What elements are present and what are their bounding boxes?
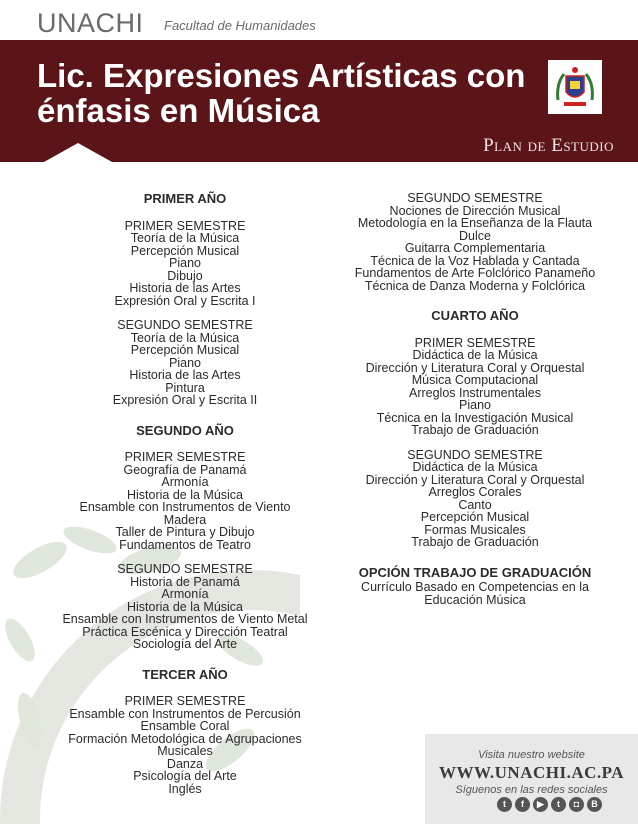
course: Ensamble Coral bbox=[140, 719, 230, 733]
title-line-2: énfasis en Música bbox=[37, 92, 320, 129]
year-1-heading: PRIMER AÑO bbox=[143, 191, 227, 206]
title-line-1: Lic. Expresiones Artísticas con bbox=[37, 57, 526, 94]
course: Guitarra Complementaria bbox=[404, 241, 546, 255]
top-bar bbox=[0, 0, 638, 40]
course: Ensamble con Instrumentos de Viento bbox=[79, 500, 291, 514]
course: Fundamentos de Teatro bbox=[119, 537, 251, 552]
social-label: Síguenos en las redes sociales bbox=[455, 784, 608, 796]
semester-heading: SEGUNDO SEMESTRE bbox=[407, 447, 543, 462]
course: Dirección y Literatura Coral y Orquestal bbox=[365, 472, 585, 487]
course: Expresión Oral y Escrita I bbox=[114, 293, 256, 308]
semester-heading: PRIMER SEMESTRE bbox=[124, 450, 246, 464]
right-column bbox=[325, 192, 625, 606]
course: Expresión Oral y Escrita II bbox=[112, 393, 258, 407]
youtube-icon[interactable]: ▶ bbox=[533, 797, 548, 812]
course: Formas Musicales bbox=[424, 522, 526, 537]
course: Percepción Musical bbox=[420, 510, 530, 524]
course: Trabajo de Graduación bbox=[411, 535, 539, 549]
course: Historia de Panamá bbox=[130, 574, 240, 589]
course: Sociología del Arte bbox=[132, 637, 238, 651]
instagram-icon[interactable]: ◘ bbox=[569, 797, 584, 812]
course: Inglés bbox=[168, 781, 202, 796]
course: Historia de la Música bbox=[126, 487, 243, 502]
semester-heading: SEGUNDO SEMESTRE bbox=[407, 191, 543, 205]
semester-heading: PRIMER SEMESTRE bbox=[414, 335, 536, 350]
university-seal-icon bbox=[548, 60, 602, 114]
semester-heading: SEGUNDO SEMESTRE bbox=[117, 562, 253, 576]
course: Dulce bbox=[459, 228, 491, 243]
course: Técnica en la Investigación Musical bbox=[376, 410, 574, 425]
course: Ensamble con Instrumentos de Percusión bbox=[69, 706, 301, 721]
course: Armonía bbox=[161, 587, 209, 601]
year-4-heading: CUARTO AÑO bbox=[431, 308, 519, 323]
left-column bbox=[55, 193, 315, 795]
course: Pintura bbox=[165, 380, 205, 395]
website-link[interactable]: WWW.UNACHI.AC.PA bbox=[438, 763, 625, 782]
facebook-icon[interactable]: f bbox=[515, 797, 530, 812]
course: Historia de la Música bbox=[126, 599, 243, 614]
course: Madera bbox=[163, 512, 207, 527]
course: Piano bbox=[169, 256, 201, 270]
course: Armonía bbox=[161, 475, 209, 489]
social-icons bbox=[497, 797, 602, 812]
course: Educación Música bbox=[424, 592, 526, 607]
course: Dirección y Literatura Coral y Orquestal bbox=[365, 360, 585, 375]
course: Práctica Escénica y Dirección Teatral bbox=[82, 624, 288, 639]
twitter-icon[interactable]: t bbox=[497, 797, 512, 812]
visit-label: Visita nuestro website bbox=[478, 749, 585, 761]
website-footer bbox=[425, 734, 638, 824]
course: Piano bbox=[169, 355, 201, 370]
graduation-option-heading: OPCIÓN TRABAJO DE GRADUACIÓN bbox=[358, 564, 592, 580]
course: Taller de Pintura y Dibujo bbox=[115, 525, 255, 539]
course: Psicología del Arte bbox=[133, 769, 237, 783]
course: Historia de las Artes bbox=[129, 368, 241, 382]
course: Metodología en la Enseñanza de la Flauta bbox=[357, 216, 593, 230]
course: Piano bbox=[459, 398, 491, 412]
course: Fundamentos de Arte Folclórico Panameño bbox=[354, 266, 596, 280]
course: Percepción Musical bbox=[130, 243, 240, 258]
page-title bbox=[37, 58, 547, 128]
course: Arreglos Corales bbox=[428, 485, 522, 499]
course: Percepción Musical bbox=[130, 343, 240, 357]
course: Danza bbox=[166, 756, 204, 771]
tumblr-icon[interactable]: t bbox=[551, 797, 566, 812]
course: Ensamble con Instrumentos de Viento Metal bbox=[62, 612, 308, 626]
year-3-heading: TERCER AÑO bbox=[142, 666, 228, 682]
course: Geografía de Panamá bbox=[123, 462, 247, 477]
plan-de-estudio-label: Plan de Estudio bbox=[483, 135, 614, 156]
course: Arreglos Instrumentales bbox=[408, 385, 541, 400]
course: Música Computacional bbox=[411, 373, 539, 387]
year-2-heading: SEGUNDO AÑO bbox=[136, 422, 234, 438]
course: Teoría de la Música bbox=[130, 330, 240, 345]
semester-heading: SEGUNDO SEMESTRE bbox=[117, 318, 253, 332]
course: Trabajo de Graduación bbox=[411, 423, 539, 437]
blogger-icon[interactable]: B bbox=[587, 797, 602, 812]
brand-logo-text: UNACHI bbox=[37, 8, 144, 38]
course: Didáctica de la Música bbox=[412, 460, 538, 474]
faculty-name: Facultad de Humanidades bbox=[164, 18, 316, 33]
course: Didáctica de la Música bbox=[412, 348, 538, 362]
course: Currículo Basado en Competencias en la bbox=[361, 580, 589, 594]
course: Técnica de Danza Moderna y Folclórica bbox=[364, 278, 586, 293]
banner-notch bbox=[44, 143, 112, 162]
course: Musicales bbox=[157, 744, 213, 758]
semester-heading: PRIMER SEMESTRE bbox=[124, 218, 246, 233]
semester-heading: PRIMER SEMESTRE bbox=[124, 694, 246, 708]
course: Teoría de la Música bbox=[130, 231, 240, 245]
course: Nociones de Dirección Musical bbox=[389, 203, 561, 218]
course: Formación Metodológica de Agrupaciones bbox=[68, 731, 302, 746]
course: Técnica de la Voz Hablada y Cantada bbox=[370, 253, 580, 268]
course: Canto bbox=[458, 497, 492, 512]
course: Dibujo bbox=[167, 268, 203, 283]
course: Historia de las Artes bbox=[129, 281, 241, 295]
